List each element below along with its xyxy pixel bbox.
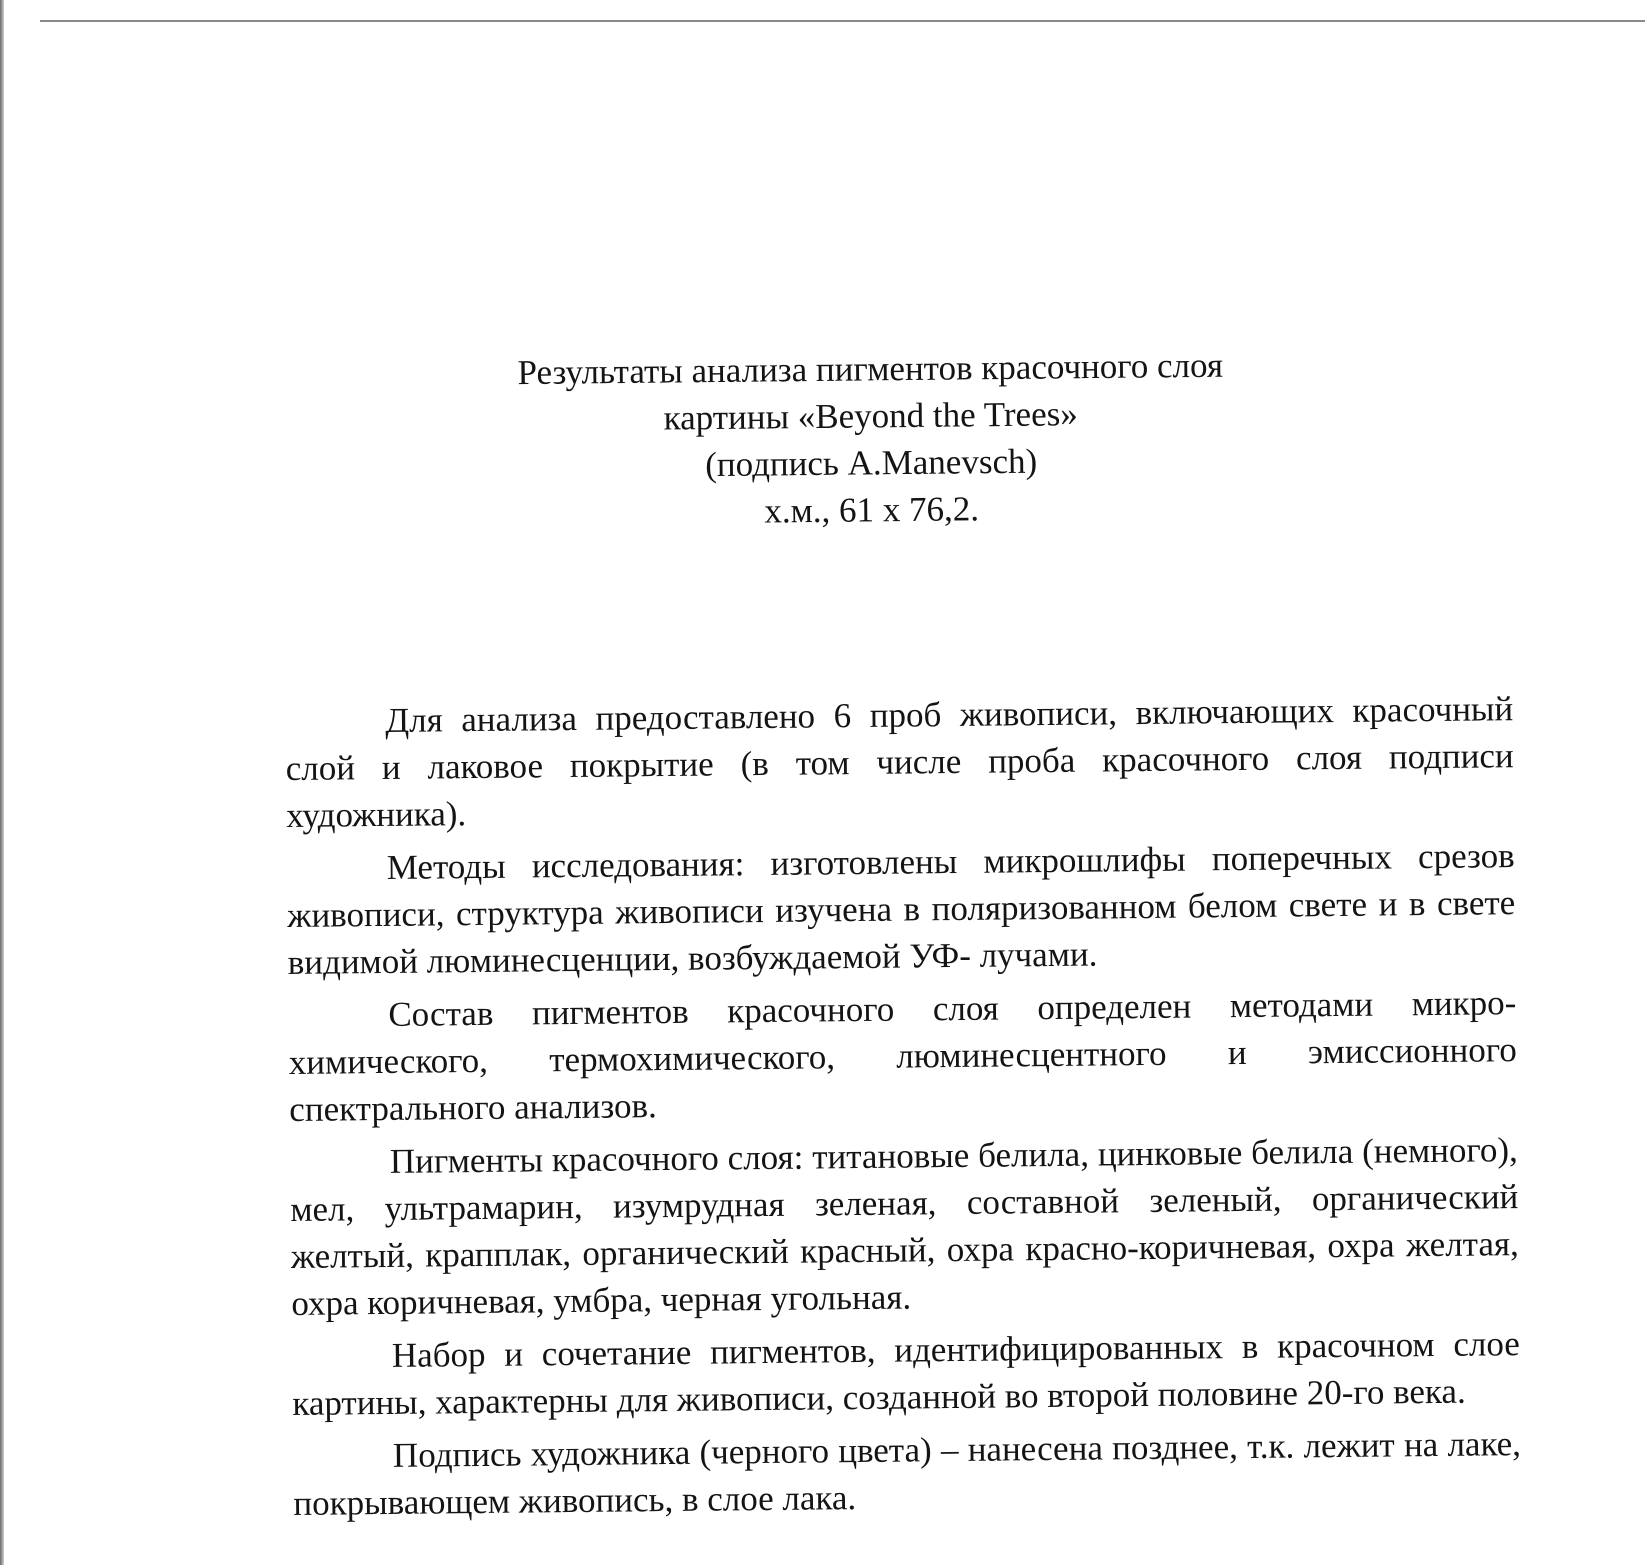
scan-edge-top (40, 20, 1645, 22)
title-line-1: Результаты анализа пигментов красочного слоя (517, 345, 1224, 393)
document-title (430, 341, 1312, 538)
scan-edge-left (0, 0, 4, 1565)
paragraph-conclusion: Набор и сочетание пигментов, идентифицированных в красочном слое картины, характерны для живописи, созданной во второй половине 20-го века. (292, 1324, 1521, 1423)
paragraph-composition: Состав пигментов красочного слоя определен методами микро-химического, термохимического, люминесцентного и эмиссионного спектрального анализов. (288, 983, 1517, 1129)
title-line-3: (подпись A.Manevsch) (705, 441, 1038, 485)
title-line-2: картины «Beyond the Trees» (663, 394, 1078, 438)
paragraph-samples: Для анализа предоставлено 6 проб живописи, включающих красочный слой и лаковое покрытие (в том числе проба красочного слоя подписи художника). (285, 689, 1514, 835)
paragraph-methods: Методы исследования: изготовлены микрошлифы поперечных срезов живописи, структура живописи изучена в поляризованном белом свете и в свете видимой люминесценции, возбуждаемой УФ- лучами. (287, 836, 1516, 982)
title-line-4: х.м., 61 х 76,2. (764, 489, 980, 531)
paragraph-pigments: Пигменты красочного слоя: титановые белила, цинковые белила (немного), мел, ультрамарин, изумрудная зеленая, составной зеленый, органический желтый, крапплак, органический красный, охра красно-коричневая, охра желтая, охра коричневая, умбра, черная угольная. (290, 1130, 1519, 1323)
paragraph-signature: Подпись художника (черного цвета) – нанесена позднее, т.к. лежит на лаке, покрывающем живопись, в слое лака. (293, 1424, 1522, 1523)
document-body (285, 685, 1522, 1533)
